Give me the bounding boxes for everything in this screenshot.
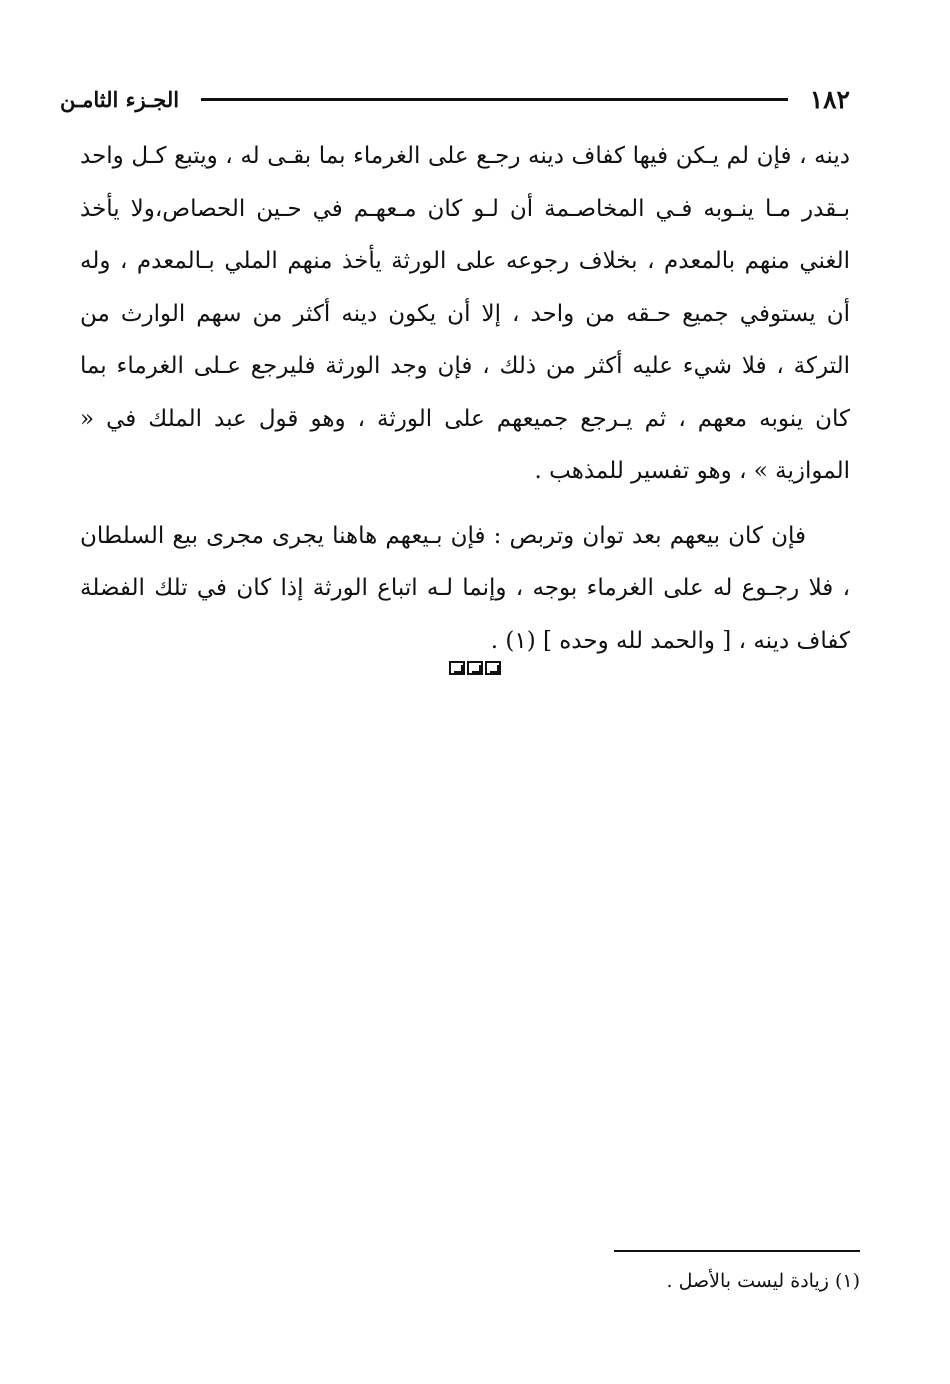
running-header: [60, 82, 850, 116]
ornament-square-icon: [485, 661, 501, 675]
main-text: [80, 130, 850, 667]
footnote: (١) زيادة ليست بالأصل .: [666, 1270, 860, 1292]
section-end-ornament: [0, 660, 950, 679]
footnote-separator: [614, 1250, 860, 1252]
paragraph: دينه ، فإن لم يـكن فيها كفاف دينه رجـع على الغرماء بما بقـى له ، ويتبع كـل واحد بـقدر مـا ينـوبه فـي المخاصـمة أن لـو كان مـعهـم في حـين الحصاص،ولا يأخذ الغني منهم بالمعدم ، بخلاف رجوعه على الورثة يأخذ منهم الملي بـالمعدم ، وله أن يستوفي جميع حـقه من واحد ، إلا أن يكون دينه أكثر من سهم الوارث من التركة ، فلا شيء عليه أكثر من ذلك ، فإن وجد الورثة فليرجع عـلى الغرماء بما كان ينوبه معهم ، ثم يـرجع جميعهم على الورثة ، وهو قول عبد الملك في « الموازية » ، وهو تفسير للمذهب .: [80, 143, 850, 484]
page-number: ١٨٢: [809, 84, 850, 114]
ornament-square-icon: [467, 661, 483, 675]
volume-title: الجـزء الثامـن: [60, 86, 180, 112]
ornament-square-icon: [449, 661, 465, 675]
paragraph: فإن كان بيعهم بعد توان وتربص : فإن بـيعهم هاهنا يجرى مجرى بيع السلطان ، فلا رجـوع له على الغرماء بوجه ، وإنما لـه اتباع الورثة إذا كان في تلك الفضلة كفاف دينه ، [ والحمد لله وحده ] (١) .: [80, 522, 850, 654]
header-rule: [201, 98, 788, 101]
